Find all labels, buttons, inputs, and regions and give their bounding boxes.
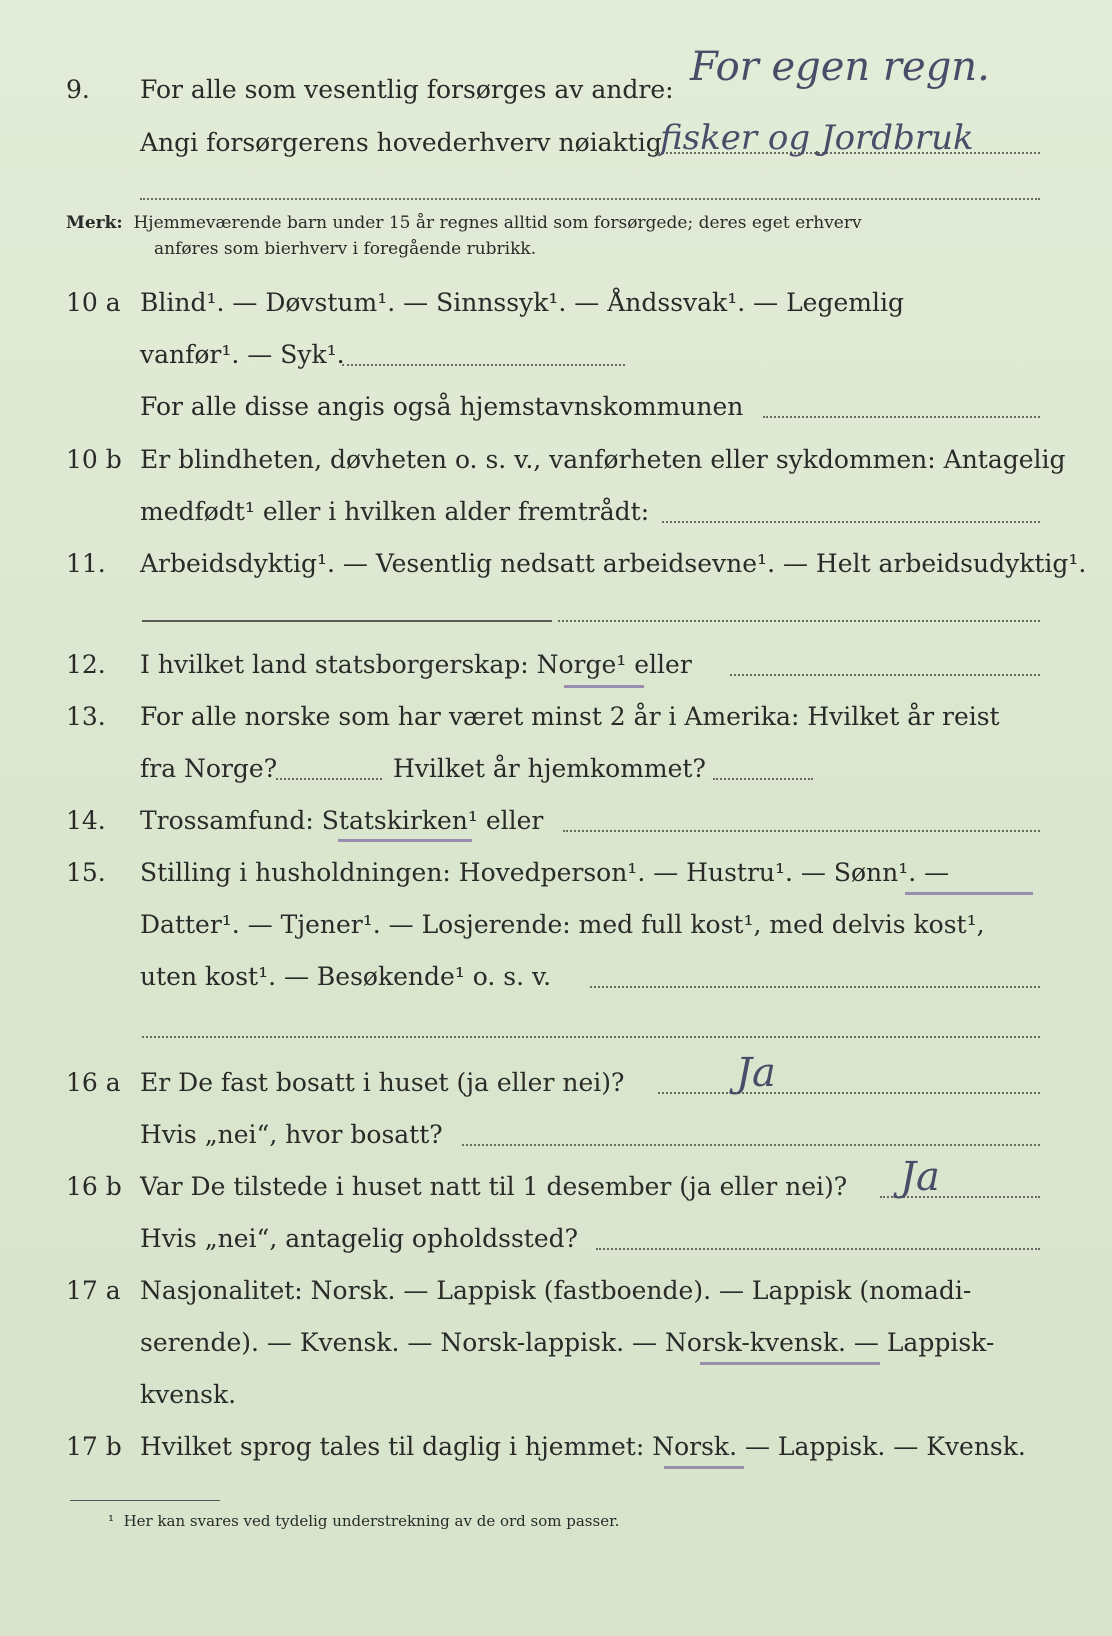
q15-extra-line[interactable]	[142, 1036, 1040, 1038]
q17a-number: 17 a	[66, 1276, 121, 1305]
q12-answer-line[interactable]	[730, 674, 1040, 676]
q16a-bosatt-line[interactable]	[462, 1144, 1040, 1146]
q16a-text-line1: Er De fast bosatt i huset (ja eller nei)?	[140, 1068, 625, 1097]
q15-sonn-underline	[905, 892, 1033, 895]
q10b-text-line2: medfødt¹ eller i hvilken alder fremtrådt:	[140, 497, 650, 526]
q16a-number: 16 a	[66, 1068, 121, 1097]
q17b-number: 17 b	[66, 1432, 122, 1461]
footnote-rule	[70, 1500, 220, 1501]
q15-text-line3: uten kost¹. — Besøkende¹ o. s. v.	[140, 962, 552, 991]
merk-line1: Hjemmeværende barn under 15 år regnes alltid som forsørgede; deres eget erhverv	[133, 213, 862, 233]
q16b-opholdssted-line[interactable]	[596, 1248, 1040, 1250]
merk-note	[66, 210, 862, 262]
q13-number: 13.	[66, 702, 106, 731]
q10a-number: 10 a	[66, 288, 121, 317]
q17b-norsk-underline	[664, 1466, 744, 1469]
q17b-text-line1: Hvilket sprog tales til daglig i hjemmet: Norsk. — Lappisk. — Kvensk.	[140, 1432, 1026, 1461]
q15-number: 15.	[66, 858, 106, 887]
q10a-text-line2: vanfør¹. — Syk¹.	[140, 340, 345, 369]
q11-number: 11.	[66, 549, 106, 578]
q16a-handwritten-answer: Ja	[736, 1050, 776, 1096]
q14-statskirken-underline	[338, 839, 472, 842]
q11-separator-right	[558, 620, 1040, 622]
q9-text-line2: Angi forsørgerens hovederhverv nøiaktig	[140, 128, 662, 157]
q16b-handwritten-answer: Ja	[900, 1154, 940, 1200]
q9-text-line1: For alle som vesentlig forsørges av andre:	[140, 75, 674, 104]
q13-text-line2b: Hvilket år hjemkommet?	[393, 754, 706, 783]
q10b-answer-line[interactable]	[662, 521, 1040, 523]
q17a-text-line1: Nasjonalitet: Norsk. — Lappisk (fastboende). — Lappisk (nomadi-	[140, 1276, 972, 1305]
q15-text-line1: Stilling i husholdningen: Hovedperson¹. — Hustru¹. — Sønn¹. —	[140, 858, 950, 887]
q15-answer-line[interactable]	[590, 986, 1040, 988]
q10a-text-line3: For alle disse angis også hjemstavnskommunen	[140, 392, 744, 421]
merk-line2: anføres som bierhverv i foregående rubrikk.	[154, 239, 537, 259]
footnote-mark: ¹	[108, 1512, 115, 1530]
q10b-text-line1: Er blindheten, døvheten o. s. v., vanførheten eller sykdommen: Antagelig	[140, 445, 1066, 474]
q16b-number: 16 b	[66, 1172, 122, 1201]
q13-hjemkommet-line[interactable]	[713, 778, 813, 780]
footnote	[108, 1512, 619, 1530]
q10a-syk-line[interactable]	[342, 364, 625, 366]
q13-text-line1: For alle norske som har været minst 2 år i Amerika: Hvilket år reist	[140, 702, 1000, 731]
q14-number: 14.	[66, 806, 106, 835]
q17a-text-line3: kvensk.	[140, 1380, 237, 1409]
merk-label: Merk:	[66, 213, 123, 233]
q16b-text-line2: Hvis „nei“, antagelig opholdssted?	[140, 1224, 579, 1253]
q17a-text-line2: serende). — Kvensk. — Norsk-lappisk. — Norsk-kvensk. — Lappisk-	[140, 1328, 995, 1357]
q17a-norsk-kvensk-underline	[700, 1362, 880, 1365]
q12-number: 12.	[66, 650, 106, 679]
q9-handwritten-answer1: For egen regn.	[690, 44, 990, 90]
q14-answer-line[interactable]	[563, 830, 1040, 832]
q15-text-line2: Datter¹. — Tjener¹. — Losjerende: med full kost¹, med delvis kost¹,	[140, 910, 985, 939]
q10a-hjemstavn-line[interactable]	[763, 416, 1040, 418]
q13-text-line2a: fra Norge?	[140, 754, 278, 783]
q13-reist-line[interactable]	[276, 778, 382, 780]
q10a-text-line1: Blind¹. — Døvstum¹. — Sinnssyk¹. — Åndssvak¹. — Legemlig	[140, 288, 904, 317]
q11-text-line1: Arbeidsdyktig¹. — Vesentlig nedsatt arbeidsevne¹. — Helt arbeidsudyktig¹.	[140, 549, 1087, 578]
q14-text-line1: Trossamfund: Statskirken¹ eller	[140, 806, 544, 835]
q16b-text-line1: Var De tilstede i huset natt til 1 desember (ja eller nei)?	[140, 1172, 848, 1201]
q11-separator-left	[142, 620, 552, 622]
q9-extra-line[interactable]	[140, 198, 1040, 200]
q12-text-line1: I hvilket land statsborgerskap: Norge¹ eller	[140, 650, 692, 679]
q10b-number: 10 b	[66, 445, 122, 474]
q9-handwritten-answer2: fisker og Jordbruk	[660, 118, 974, 158]
footnote-text: Her kan svares ved tydelig understrekning av de ord som passer.	[123, 1512, 620, 1530]
q12-norge-underline	[564, 685, 644, 688]
q9-number: 9.	[66, 75, 90, 104]
q16a-text-line2: Hvis „nei“, hvor bosatt?	[140, 1120, 443, 1149]
q16a-answer-line[interactable]	[658, 1092, 1040, 1094]
